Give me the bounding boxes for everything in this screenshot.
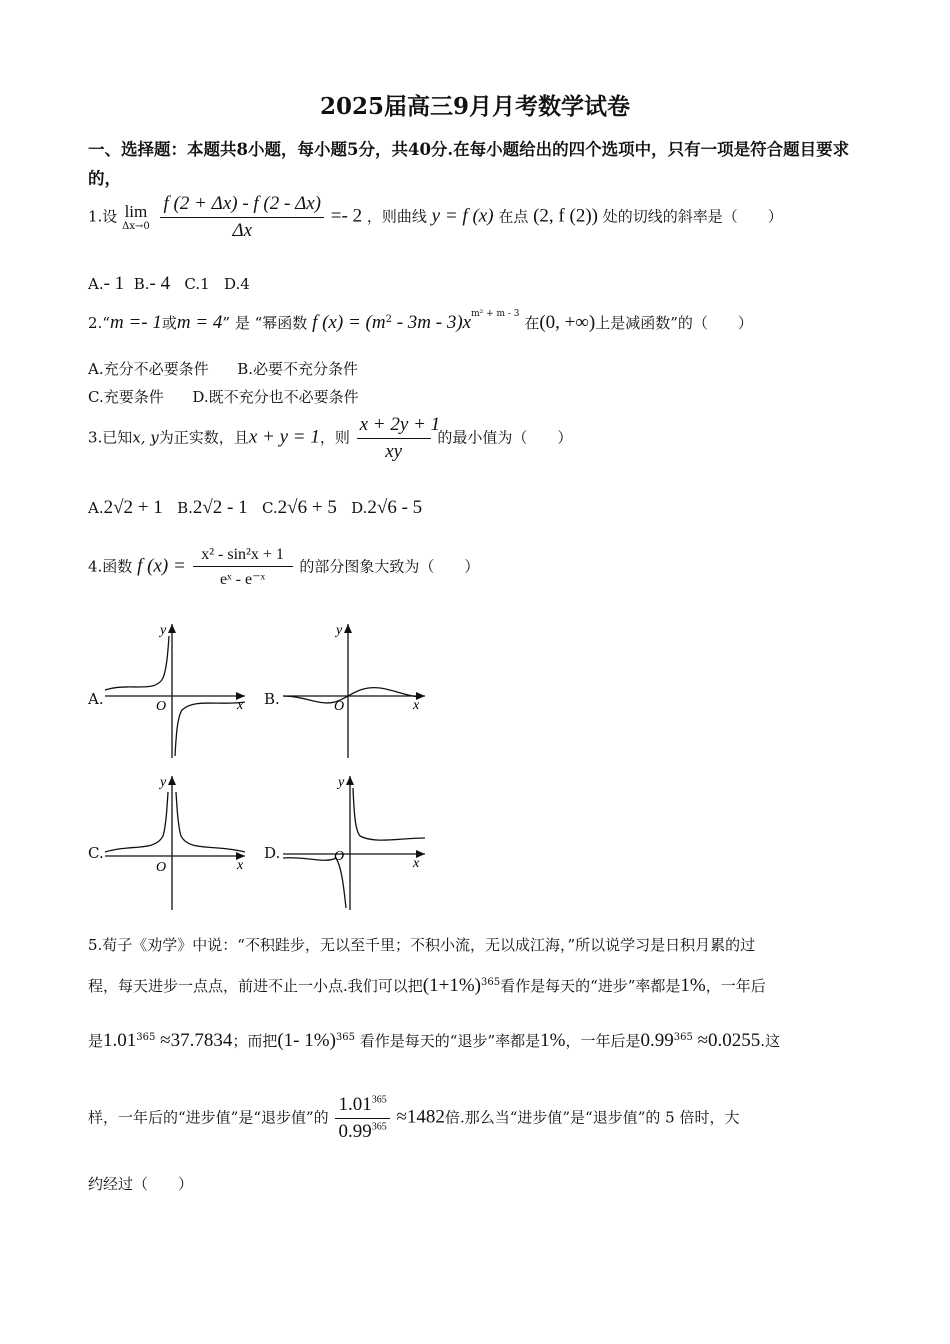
q5-fraction: $\frac{1.01^{365}}{0.99^{365}}$: [335, 1094, 389, 1143]
svg-text:y: y: [336, 623, 343, 638]
q3-fraction: $\frac{x + 2y + 1}{xy}$: [357, 414, 431, 463]
svg-text:O: O: [334, 699, 345, 714]
section-heading: 一、选择题：本题共8小题，每小题5分，共40分.在每小题给出的四个选项中，只有一项是符合题目要求的，: [88, 140, 850, 188]
question-5-line-2: 程，每天进步一点点，前进不止一小点.我们可以把$(1+1\%)^{365}$看作是每天的“进步”率都是1%，一年后: [88, 975, 766, 996]
svg-text:x: x: [237, 858, 244, 873]
svg-text:y: y: [160, 623, 167, 638]
graph-b: [280, 620, 430, 760]
svg-text:x: x: [413, 698, 420, 713]
svg-text:O: O: [334, 849, 345, 864]
q1-fraction: $\frac{f (2 + \Delta x) - f (2 - \Delta x)}{\Delta x}$: [160, 193, 324, 242]
svg-text:O: O: [156, 860, 167, 875]
graph-d-label: D.: [264, 844, 281, 862]
question-5-line-4: 样，一年后的“进步值”是“退步值”的 $\frac{1.01^{365}}{0.99^{365}}$ ≈1482倍.那么当“进步值”是“退步值”的 5 倍时，大: [88, 1094, 740, 1142]
svg-text:O: O: [156, 699, 167, 714]
graph-a: [100, 620, 250, 760]
question-1: 1.设 lim Δx→0 $\frac{f (2 + \Delta x) - f (2 - \Delta x)}{\Delta x}$ =- 2 ，则曲线 y = f (x) 在点 (2, f (2)) 处的切线的斜率是（ ）: [88, 193, 783, 241]
q3-options: A.2√2 + 1 B.2√2 - 1 C.2√6 + 5 D.2√6 - 5: [88, 497, 423, 518]
limit-operator: lim Δx→0: [122, 202, 150, 232]
graph-c: [100, 772, 250, 912]
question-2: 2.“m =- 1或m = 4” 是 “幂函数 f $(x) = (m^2 - 3m - 3)x^{m^2 + m - 3}$ 在(0, +∞)上是减函数”的（ ）: [88, 309, 753, 333]
q2-options-row1: A.充分不必要条件 B.必要不充分条件: [88, 360, 359, 378]
question-5-line-1: 5.荀子《劝学》中说：“不积跬步，无以至千里；不积小流，无以成江海，”所以说学习是日积月累的过: [88, 936, 756, 954]
graph-d: [280, 772, 430, 912]
question-5-line-5: 约经过（ ）: [88, 1175, 194, 1193]
q4-fraction: $\frac{\text{x² - sin²x + 1}}{\text{eˣ - e⁻ˣ}}$: [193, 546, 293, 589]
graph-c-label: C.: [88, 844, 104, 862]
question-3: 3.已知x, y为正实数，且x + y = 1，则 $\frac{x + 2y + 1}{xy}$ 的最小值为（ ）: [88, 414, 573, 462]
graph-b-label: B.: [264, 690, 280, 708]
q1-options: A.- 1 B.- 4 C.1 D.4: [88, 273, 250, 294]
svg-text:x: x: [413, 856, 420, 871]
page-title: 2025届高三9月月考数学试卷: [319, 93, 631, 120]
graph-a-label: A.: [88, 690, 104, 708]
svg-text:x: x: [237, 698, 244, 713]
question-5-line-3: 是1.01$^{365}$ ≈37.7834；而把(1- 1%)$^{365}$ 看作是每天的“退步”率都是1%，一年后是0.99$^{365}$ ≈0.0255.这: [88, 1030, 781, 1051]
question-4: 4.函数 f (x) = $\frac{\text{x² - sin²x + 1}}{\text{eˣ - e⁻ˣ}}$ 的部分图象大致为（ ）: [88, 546, 480, 588]
svg-text:y: y: [338, 775, 345, 790]
q2-options-row2: C.充要条件 D.既不充分也不必要条件: [88, 388, 359, 406]
svg-text:y: y: [160, 775, 167, 790]
